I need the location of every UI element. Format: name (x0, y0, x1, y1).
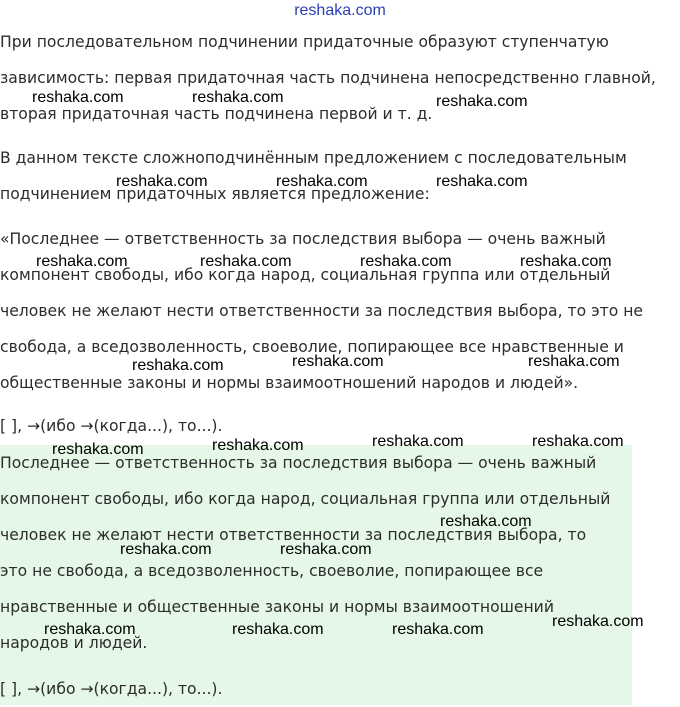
statement-line: подчинением придаточных является предложение: (0, 185, 430, 203)
watermark: reshaka.com (36, 253, 128, 270)
scheme-text: [ ], →(ибо →(когда...), то...). (0, 417, 223, 435)
watermark: reshaka.com (132, 357, 224, 374)
watermark: reshaka.com (192, 89, 284, 106)
watermark: reshaka.com (212, 437, 304, 454)
watermark: reshaka.com (372, 433, 464, 450)
watermark: reshaka.com (440, 513, 532, 530)
watermark: reshaka.com (436, 173, 528, 190)
watermark: reshaka.com (528, 353, 620, 370)
watermark: reshaka.com (232, 621, 324, 638)
watermark: reshaka.com (532, 433, 624, 450)
answer-line: это не свобода, а вседозволенность, своеволие, попирающее все (0, 562, 544, 580)
quote-line: «Последнее — ответственность за последствия выбора — очень важный (0, 230, 606, 248)
watermark: reshaka.com (392, 621, 484, 638)
answer-scheme-text: [ ], →(ибо →(когда...), то...). (0, 680, 223, 698)
watermark: reshaka.com (436, 93, 528, 110)
quote-line: компонент свободы, ибо когда народ, социальная группа или отдельный (0, 266, 611, 284)
watermark: reshaka.com (276, 173, 368, 190)
quote-line: свобода, а вседозволенность, своеволие, попирающее все нравственные и (0, 338, 624, 356)
watermark: reshaka.com (280, 541, 372, 558)
watermark: reshaka.com (200, 253, 292, 270)
intro-line: вторая придаточная часть подчинена первой и т. д. (0, 105, 433, 123)
statement-line: В данном тексте сложноподчинённым предложением с последовательным (0, 149, 627, 167)
watermark: reshaka.com (520, 253, 612, 270)
watermark: reshaka.com (32, 89, 124, 106)
quote-line: человек не желают нести ответственности за последствия выбора, то это не (0, 302, 644, 320)
watermark: reshaka.com (52, 441, 144, 458)
quote-paragraph (0, 221, 680, 401)
answer-line: народов и людей. (0, 634, 148, 652)
intro-paragraph (0, 24, 680, 132)
answer-line: компонент свободы, ибо когда народ, социальная группа или отдельный (0, 490, 611, 508)
answer-line: Последнее — ответственность за последствия выбора — очень важный (0, 454, 597, 472)
site-title[interactable]: reshaka.com (294, 2, 386, 19)
intro-line: При последовательном подчинении придаточные образуют ступенчатую (0, 33, 609, 51)
watermark: reshaka.com (552, 613, 644, 630)
watermark: reshaka.com (360, 253, 452, 270)
intro-line: зависимость: первая придаточная часть подчинена непосредственно главной, (0, 69, 656, 87)
watermark: reshaka.com (116, 173, 208, 190)
quote-line: общественные законы и нормы взаимоотношений народов и людей». (0, 374, 579, 392)
watermark: reshaka.com (120, 541, 212, 558)
answer-line: человек не желают нести ответственности за последствия выбора, то (0, 526, 587, 544)
answer-line: нравственные и общественные законы и нормы взаимоотношений (0, 598, 554, 616)
watermark: reshaka.com (44, 621, 136, 638)
watermark: reshaka.com (292, 353, 384, 370)
answer-scheme-line (0, 671, 680, 707)
